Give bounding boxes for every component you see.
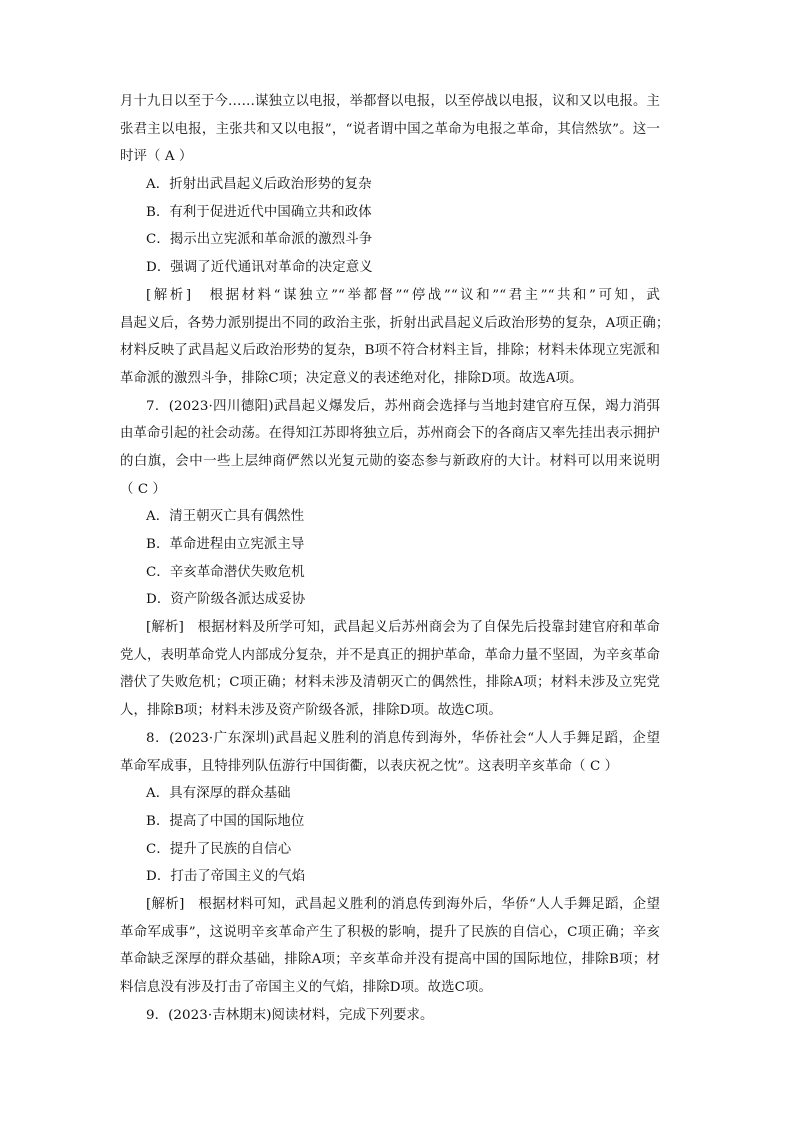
question-6-analysis-line-2: 昌起义后，各势力派别提出不同的政治主张，折射出武昌起义后政治形势的复杂，A项正确； bbox=[120, 315, 670, 331]
question-9 bbox=[120, 1002, 660, 1030]
question-6-stem-line-1: 月十九日以至于今……谋独立以电报，举都督以电报，以至停战以电报，议和又以电报。主 bbox=[120, 94, 660, 109]
document-page bbox=[120, 88, 670, 1029]
question-8-analysis-line-3: 革命缺乏深厚的群众基础，排除A项；辛亥革命并没有提高中国的国际地位，排除B项；材 bbox=[120, 952, 660, 968]
question-6 bbox=[120, 88, 670, 393]
question-7-option-c: C．辛亥革命潜伏失败危机 bbox=[146, 564, 305, 580]
question-7-stem-line-3: 的白旗，会中一些上层绅商俨然以光复元勋的姿态参与新政府的大计。材料可以用来说明 bbox=[120, 453, 660, 469]
question-6-option-d: D．强调了近代通讯对革命的决定意义 bbox=[146, 260, 373, 276]
question-8 bbox=[120, 725, 660, 1002]
question-8-option-d: D．打击了帝国主义的气焰 bbox=[146, 869, 306, 885]
question-7-option-b: B．革命进程由立宪派主导 bbox=[146, 537, 305, 552]
question-8-option-a: A．具有深厚的群众基础 bbox=[146, 786, 291, 802]
question-7-analysis-line-4: 人，排除B项；材料未涉及资产阶级各派，排除D项。故选C项。 bbox=[120, 703, 502, 719]
question-6-stem-line-3: 时评（ A ） bbox=[120, 149, 193, 165]
question-8-option-b: B．提高了中国的国际地位 bbox=[146, 813, 305, 829]
question-6-analysis-line-3: 材料反映了武昌起义后政治形势的复杂，B项不符合材料主旨，排除；材料未体现立宪派和 bbox=[120, 343, 660, 359]
question-7-analysis-line-2: 党人，表明革命党人内部成分复杂，并不是真正的拥护革命，革命力量不坚固，为辛亥革命 bbox=[120, 647, 660, 663]
question-7-stem-line-4: （ C ） bbox=[120, 481, 167, 497]
question-7-option-d: D．资产阶级各派达成妥协 bbox=[146, 592, 306, 608]
question-8-analysis-line-4: 料信息没有涉及打击了帝国主义的气焰，排除D项。故选C项。 bbox=[120, 980, 492, 995]
question-7-option-a: A．清王朝灭亡具有偶然性 bbox=[146, 509, 305, 525]
question-7-analysis-line-1: [解析] 根据材料及所学可知，武昌起义后苏州商会为了自保先后投靠封建官府和革命 bbox=[146, 620, 660, 636]
question-6-option-b: B．有利于促进近代中国确立共和政体 bbox=[146, 204, 372, 220]
question-8-stem-line-2: 革命军成事，且特排列队伍游行中国街衢，以表庆祝之忱”。这表明辛亥革命（ C ） bbox=[120, 758, 619, 774]
question-7-stem-line-1: 7．(2023·四川德阳)武昌起义爆发后，苏州商会选择与当地封建官府互保，竭力消弭 bbox=[146, 398, 660, 414]
question-7-stem-line-2: 由革命引起的社会动荡。在得知江苏即将独立后，苏州商会下的各商店又率先挂出表示拥护 bbox=[120, 426, 660, 442]
question-8-option-c: C．提升了民族的自信心 bbox=[146, 841, 292, 857]
question-6-analysis-line-4: 革命派的激烈斗争，排除C项；决定意义的表述绝对化，排除D项。故选A项。 bbox=[120, 370, 583, 386]
question-8-analysis-line-1: [解析] 根据材料可知，武昌起义胜利的消息传到海外后，华侨“人人手舞足蹈，企望 bbox=[146, 896, 660, 912]
question-8-analysis-line-2: 革命军成事”，这说明辛亥革命产生了积极的影响，提升了民族的自信心，C项正确；辛亥 bbox=[120, 924, 660, 940]
question-7-analysis-line-3: 潜伏了失败危机；C项正确；材料未涉及清朝灭亡的偶然性，排除A项；材料未涉及立宪党 bbox=[120, 675, 660, 691]
question-6-option-c: C．揭示出立宪派和革命派的激烈斗争 bbox=[146, 232, 373, 248]
question-6-analysis-line-1: [解析] 根据材料“谋独立”“举都督”“停战”“议和”“君主”“共和”可知，武 bbox=[146, 287, 660, 303]
question-6-stem-line-2: 张君主以电报，主张共和又以电报”，“说者谓中国之革命为电报之革命，其信然欤”。这一 bbox=[120, 121, 660, 137]
question-8-stem-line-1: 8．(2023·广东深圳)武昌起义胜利的消息传到海外，华侨社会“人人手舞足蹈，企望 bbox=[146, 730, 660, 746]
question-7 bbox=[120, 393, 660, 725]
question-6-option-a: A．折射出武昌起义后政治形势的复杂 bbox=[146, 177, 372, 193]
question-9-stem-line-1: 9．(2023·吉林期末)阅读材料，完成下列要求。 bbox=[146, 1007, 434, 1023]
